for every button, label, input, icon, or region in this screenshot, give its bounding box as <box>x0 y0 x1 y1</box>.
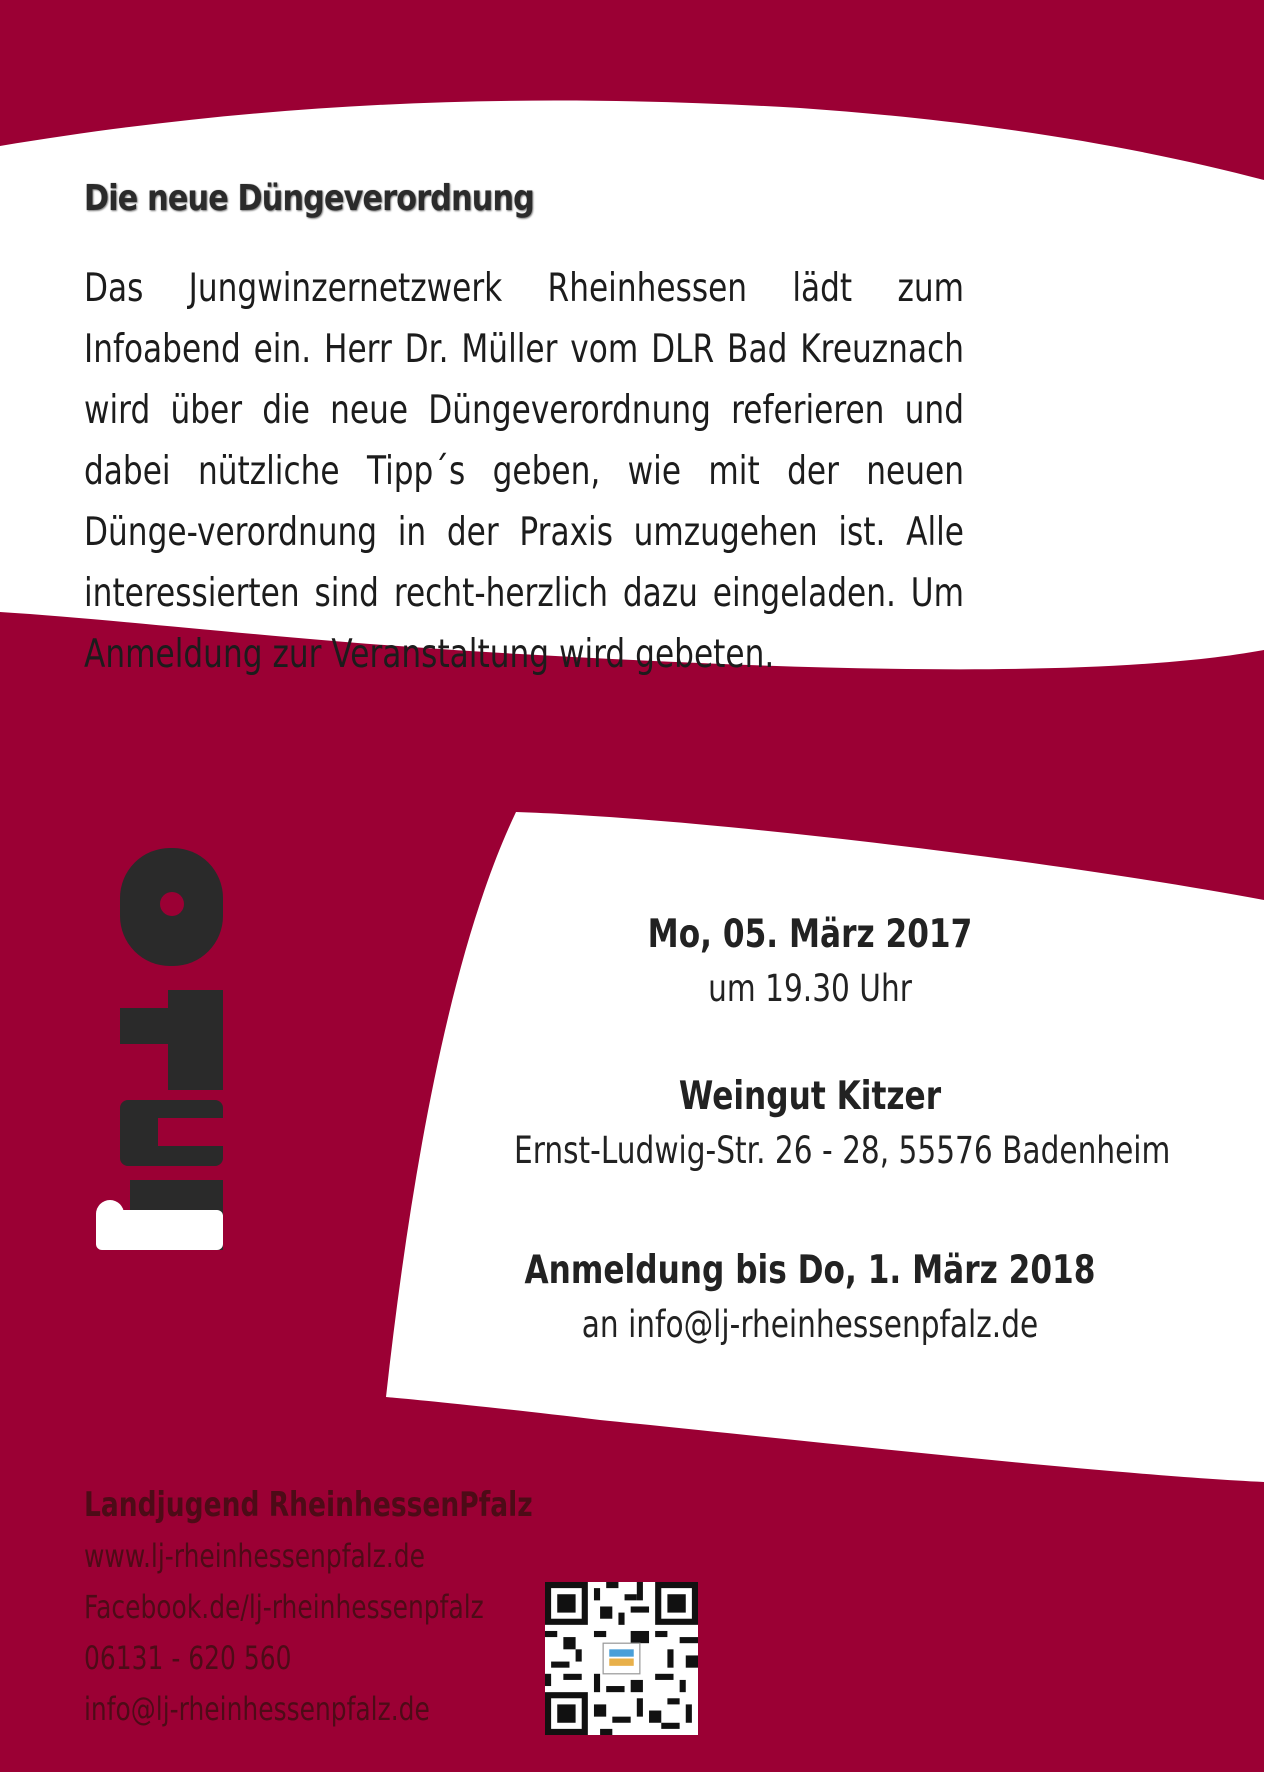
event-address: Ernst-Ludwig-Str. 26 - 28, 55576 Badenheim <box>514 1129 1171 1172</box>
logo-i-dot <box>96 1200 124 1228</box>
footer-phone: 06131 - 620 560 <box>84 1639 292 1677</box>
event-venue-block <box>440 1074 1180 1172</box>
footer-website[interactable]: www.lj-rheinhessenpfalz.de <box>84 1537 425 1575</box>
headline: Die neue Düngeverordnung <box>84 178 534 219</box>
registration-block <box>440 1248 1180 1346</box>
event-date: Mo, 05. März 2017 <box>647 912 973 957</box>
intro-paragraph: Das Jungwinzernetzwerk Rheinhessen lädt zum Infoabend ein. Herr Dr. Müller vom DLR Bad Kreuznach wird über die neue Düngeverordnung referieren und dabei nützliche Tipp´s geben, wie mit der neuen Dünge-verordnung in der Praxis umzugehen ist. Alle interessierten sind recht-herzlich dazu eingeladen. Um Anmeldung zur Veranstaltung wird gebeten. <box>84 266 964 677</box>
qr-code-icon[interactable] <box>545 1582 698 1735</box>
event-venue: Weingut Kitzer <box>678 1074 942 1119</box>
footer-facebook[interactable]: Facebook.de/lj-rheinhessenpfalz <box>84 1588 484 1626</box>
event-date-block <box>440 912 1180 1010</box>
logo-f-bar <box>120 1008 223 1044</box>
footer-org: Landjugend RheinhessenPfalz <box>84 1485 533 1525</box>
registration-deadline: Anmeldung bis Do, 1. März 2018 <box>524 1248 1096 1293</box>
info-logo-icon <box>0 0 260 1280</box>
logo-o-hole <box>160 892 184 916</box>
logo-n-gap <box>158 1118 223 1146</box>
event-time: um 19.30 Uhr <box>708 967 912 1010</box>
registration-contact[interactable]: an info@lj-rheinhessenpfalz.de <box>581 1303 1039 1346</box>
footer-email[interactable]: info@lj-rheinhessenpfalz.de <box>84 1690 430 1728</box>
